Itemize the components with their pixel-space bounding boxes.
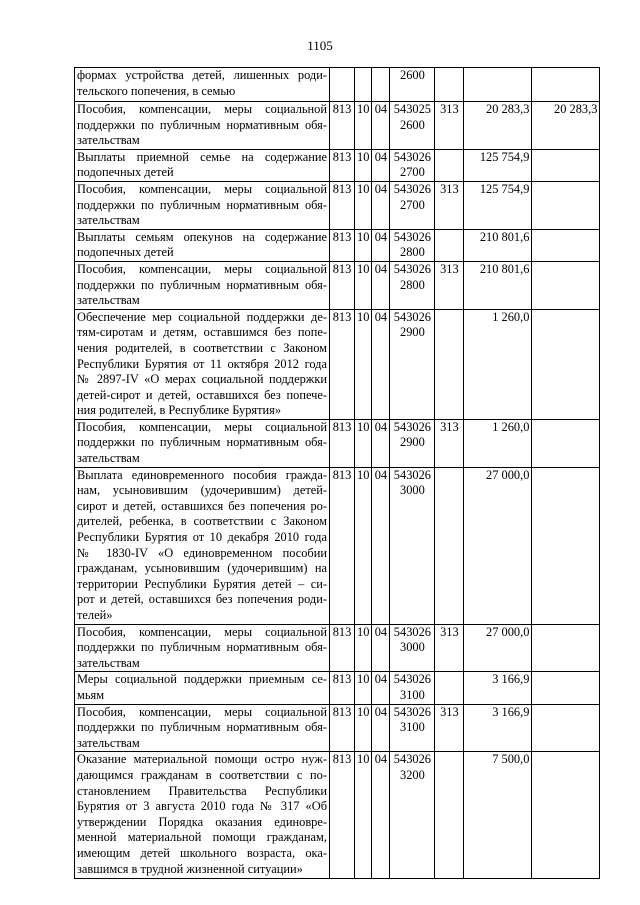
cell-target-article	[390, 181, 435, 229]
target-article-code: 543026	[393, 181, 431, 196]
table-row	[75, 624, 600, 672]
cell-amount-extra	[532, 261, 600, 309]
cell-expense-type	[435, 68, 464, 102]
target-article-code: 543026	[393, 149, 431, 164]
target-article-suffix: 2800	[400, 245, 425, 260]
target-article-code: 543026	[393, 672, 431, 687]
cell-target-article	[390, 672, 435, 704]
cell-name: Пособия, компенсации, меры социальной поддержки по публичным нормативным обя-зательствам	[75, 261, 330, 309]
cell-section: 10	[355, 181, 372, 229]
cell-expense-type	[435, 149, 464, 181]
target-article-suffix: 3000	[400, 483, 425, 498]
cell-amount-extra	[532, 704, 600, 752]
cell-section: 10	[355, 467, 372, 624]
cell-admin-code: 813	[330, 467, 355, 624]
cell-section	[355, 68, 372, 102]
cell-amount: 27 000,0	[464, 624, 532, 672]
cell-amount: 1 260,0	[464, 419, 532, 467]
cell-subsection: 04	[372, 624, 390, 672]
cell-target-article	[390, 467, 435, 624]
cell-target-article	[390, 419, 435, 467]
cell-name: Выплаты семьям опекунов на содержание подопечных детей	[75, 229, 330, 261]
cell-admin-code: 813	[330, 102, 355, 150]
cell-target-article	[390, 68, 435, 102]
cell-name: Обеспечение мер социальной поддержки де-тям-сиротам и детям, оставшимся без попе-чения родителей, в соответствии с Законом Республики Бурятия от 11 октября 2012 года № 2897-IV «О мерах социальной поддержки детей-сирот и детей, оставшихся без попече-ния родителей, в Республике Бурятия»	[75, 309, 330, 419]
cell-admin-code: 813	[330, 752, 355, 879]
cell-subsection: 04	[372, 229, 390, 261]
target-article-code: 543026	[393, 229, 431, 244]
cell-section: 10	[355, 704, 372, 752]
budget-table-body	[75, 68, 600, 879]
cell-subsection: 04	[372, 309, 390, 419]
cell-expense-type: 313	[435, 419, 464, 467]
cell-subsection: 04	[372, 261, 390, 309]
table-row	[75, 704, 600, 752]
cell-target-article	[390, 261, 435, 309]
cell-expense-type: 313	[435, 181, 464, 229]
cell-section: 10	[355, 624, 372, 672]
cell-section: 10	[355, 229, 372, 261]
table-row	[75, 261, 600, 309]
cell-subsection: 04	[372, 102, 390, 150]
cell-name: Меры социальной поддержки приемным се-мьям	[75, 672, 330, 704]
cell-section: 10	[355, 261, 372, 309]
table-row	[75, 68, 600, 102]
cell-amount-extra	[532, 181, 600, 229]
target-article-suffix: 2600	[400, 68, 425, 82]
cell-target-article	[390, 752, 435, 879]
cell-subsection: 04	[372, 704, 390, 752]
table-row	[75, 672, 600, 704]
cell-name: формах устройства детей, лишенных роди-тельского попечения, в семью	[75, 68, 330, 102]
cell-name: Оказание материальной помощи остро нуж-дающимся гражданам в соответствии с по-становлением Правительства Республики Бурятия от 3 августа 2010 года № 317 «Об утверждении Порядка оказания единовре-менной материальной помощи гражданам, имеющим детей школьного возраста, ока-завшимся в трудной жизненной ситуации»	[75, 752, 330, 879]
cell-amount-extra	[532, 467, 600, 624]
cell-name: Пособия, компенсации, меры социальной поддержки по публичным нормативным обя-зательствам	[75, 419, 330, 467]
table-row	[75, 181, 600, 229]
target-article-code: 543026	[393, 309, 431, 324]
cell-section: 10	[355, 309, 372, 419]
table-row	[75, 752, 600, 879]
cell-amount: 27 000,0	[464, 467, 532, 624]
table-row	[75, 467, 600, 624]
cell-target-article	[390, 704, 435, 752]
cell-subsection: 04	[372, 149, 390, 181]
cell-expense-type	[435, 752, 464, 879]
cell-expense-type	[435, 467, 464, 624]
cell-subsection: 04	[372, 181, 390, 229]
cell-name: Выплата единовременного пособия гражда-нам, усыновившим (удочерившим) детей-сирот и детей, оставшихся без попечения ро-дителей, ребенка, в соответствии с Законом Республики Бурятия от 10 декабря 2010 года № 1830-IV «О единовременном пособии гражданам, усыновившим (удочерившим) на территории Республики Бурятия детей – си-рот и детей, оставшихся без попечения роди-телей»	[75, 467, 330, 624]
target-article-suffix: 3100	[400, 720, 425, 735]
cell-section: 10	[355, 419, 372, 467]
cell-name: Выплаты приемной семье на содержание подопечных детей	[75, 149, 330, 181]
table-row	[75, 229, 600, 261]
cell-amount: 3 166,9	[464, 672, 532, 704]
cell-admin-code: 813	[330, 261, 355, 309]
cell-admin-code: 813	[330, 419, 355, 467]
cell-expense-type	[435, 229, 464, 261]
cell-subsection: 04	[372, 672, 390, 704]
cell-admin-code: 813	[330, 624, 355, 672]
cell-admin-code: 813	[330, 309, 355, 419]
budget-table	[74, 67, 600, 879]
cell-expense-type: 313	[435, 261, 464, 309]
cell-amount: 210 801,6	[464, 261, 532, 309]
cell-expense-type: 313	[435, 624, 464, 672]
cell-amount: 210 801,6	[464, 229, 532, 261]
cell-section: 10	[355, 752, 372, 879]
target-article-code: 543026	[393, 261, 431, 276]
cell-amount-extra	[532, 419, 600, 467]
cell-target-article	[390, 229, 435, 261]
cell-target-article	[390, 102, 435, 150]
cell-name: Пособия, компенсации, меры социальной поддержки по публичным нормативным обя-зательствам	[75, 181, 330, 229]
cell-expense-type	[435, 309, 464, 419]
cell-amount: 3 166,9	[464, 704, 532, 752]
cell-name: Пособия, компенсации, меры социальной поддержки по публичным нормативным обя-зательствам	[75, 102, 330, 150]
page-number: 1105	[307, 38, 333, 53]
cell-target-article	[390, 309, 435, 419]
cell-admin-code	[330, 68, 355, 102]
target-article-suffix: 2600	[400, 117, 425, 132]
cell-expense-type: 313	[435, 704, 464, 752]
cell-subsection: 04	[372, 419, 390, 467]
target-article-suffix: 3000	[400, 640, 425, 655]
target-article-suffix: 3200	[400, 767, 425, 782]
cell-target-article	[390, 149, 435, 181]
target-article-suffix: 2700	[400, 197, 425, 212]
target-article-suffix: 2900	[400, 435, 425, 450]
cell-amount-extra	[532, 672, 600, 704]
cell-amount-extra: 20 283,3	[532, 102, 600, 150]
table-row	[75, 309, 600, 419]
cell-section: 10	[355, 149, 372, 181]
cell-name: Пособия, компенсации, меры социальной поддержки по публичным нормативным обя-зательствам	[75, 624, 330, 672]
cell-amount: 20 283,3	[464, 102, 532, 150]
cell-name: Пособия, компенсации, меры социальной поддержки по публичным нормативным обя-зательствам	[75, 704, 330, 752]
cell-subsection: 04	[372, 467, 390, 624]
cell-admin-code: 813	[330, 181, 355, 229]
cell-amount-extra	[532, 149, 600, 181]
target-article-code: 543025	[393, 102, 431, 116]
cell-amount-extra	[532, 752, 600, 879]
cell-subsection: 04	[372, 752, 390, 879]
target-article-code: 543026	[393, 467, 431, 482]
cell-amount	[464, 68, 532, 102]
cell-amount-extra	[532, 229, 600, 261]
cell-amount: 125 754,9	[464, 181, 532, 229]
table-row	[75, 149, 600, 181]
target-article-code: 543026	[393, 624, 431, 639]
cell-admin-code: 813	[330, 672, 355, 704]
target-article-code: 543026	[393, 419, 431, 434]
cell-subsection	[372, 68, 390, 102]
target-article-suffix: 2900	[400, 325, 425, 340]
cell-amount-extra	[532, 624, 600, 672]
cell-amount-extra	[532, 68, 600, 102]
target-article-suffix: 2800	[400, 277, 425, 292]
cell-target-article	[390, 624, 435, 672]
target-article-suffix: 2700	[400, 165, 425, 180]
cell-admin-code: 813	[330, 704, 355, 752]
cell-expense-type: 313	[435, 102, 464, 150]
cell-amount: 125 754,9	[464, 149, 532, 181]
cell-amount: 1 260,0	[464, 309, 532, 419]
table-row	[75, 102, 600, 150]
cell-amount: 7 500,0	[464, 752, 532, 879]
cell-section: 10	[355, 102, 372, 150]
target-article-code: 543026	[393, 704, 431, 719]
cell-section: 10	[355, 672, 372, 704]
target-article-code: 543026	[393, 752, 431, 767]
cell-expense-type	[435, 672, 464, 704]
cell-admin-code: 813	[330, 229, 355, 261]
cell-amount-extra	[532, 309, 600, 419]
cell-admin-code: 813	[330, 149, 355, 181]
table-row	[75, 419, 600, 467]
target-article-suffix: 3100	[400, 687, 425, 702]
